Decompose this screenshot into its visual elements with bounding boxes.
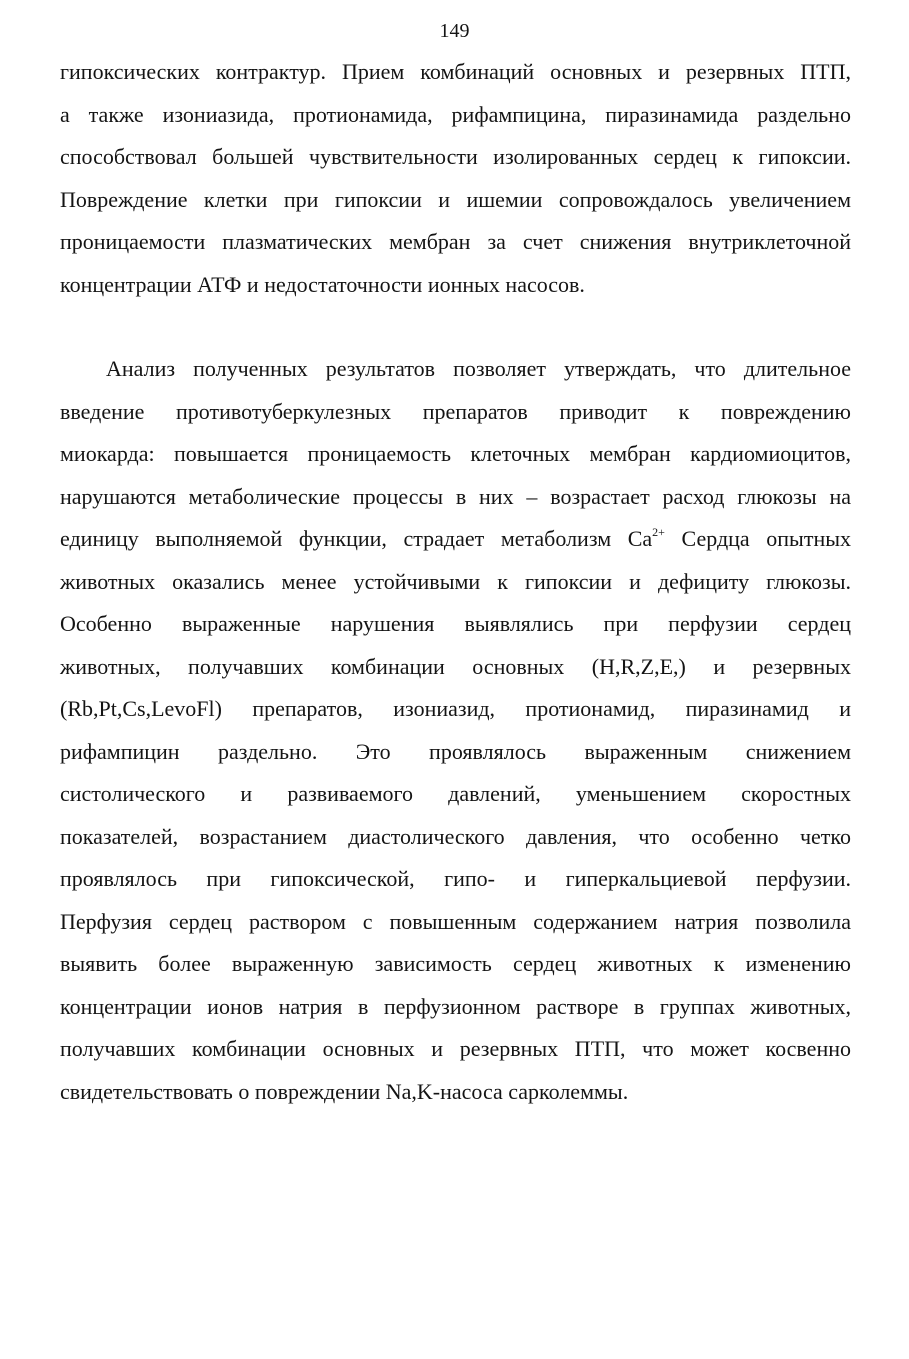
paragraph-2 xyxy=(60,348,851,1113)
text-line: Перфузия сердец раствором с повышенным содержанием натрия позволила xyxy=(60,908,851,934)
text-line: проявлялось при гипоксической, гипо- и гиперкальциевой перфузии. xyxy=(60,866,851,891)
paragraph-1 xyxy=(60,51,851,306)
text-line: свидетельствовать о повреждении Na,K-насоса сарколеммы. xyxy=(60,1078,629,1104)
text-line: концентрации АТФ и недостаточности ионных насосов. xyxy=(60,271,585,297)
text-line: Особенно выраженные нарушения выявлялись при перфузии сердец xyxy=(60,611,851,636)
text-line: (Rb,Pt,Cs,LevoFl) препаратов, изониазид, протионамид, пиразинамид и xyxy=(60,696,851,721)
text-line: проницаемости плазматических мембран за счет снижения внутриклеточной xyxy=(60,229,851,254)
text-line: животных оказались менее устойчивыми к гипоксии и дефициту глюкозы. xyxy=(60,568,851,594)
text-line: способствовал большей чувствительности изолированных сердец к гипоксии. xyxy=(60,144,851,169)
text-line: введение противотуберкулезных препаратов приводит к повреждению xyxy=(60,398,851,424)
text-run: единицу выполняемой функции, страдает метаболизм Ca xyxy=(60,526,653,551)
text-run: Сердца опытных xyxy=(664,526,852,551)
superscript-charge: 2+ xyxy=(652,525,665,539)
text-line: систолического и развиваемого давлений, уменьшением скоростных xyxy=(60,781,851,806)
text-line: нарушаются метаболические процессы в них – возрастает расход глюкозы на xyxy=(60,483,851,509)
text-line: гипоксических контрактур. Прием комбинаций основных и резервных ПТП, xyxy=(60,59,851,84)
text-line: концентрации ионов натрия в перфузионном растворе в группах животных, xyxy=(60,993,851,1019)
text-line: животных, получавших комбинации основных (H,R,Z,E,) и резервных xyxy=(60,653,851,679)
page-number: 149 xyxy=(439,20,470,42)
text-line: получавших комбинации основных и резервных ПТП, что может косвенно xyxy=(60,1036,851,1061)
text-line: Анализ полученных результатов позволяет утверждать, что длительное xyxy=(106,356,851,381)
text-line: а также изониазида, протионамида, рифампицина, пиразинамида раздельно xyxy=(60,101,851,127)
text-line: показателей, возрастанием диастолического давления, что особенно четко xyxy=(60,823,851,849)
text-line: рифампицин раздельно. Это проявлялось выраженным снижением xyxy=(60,738,851,764)
text-line-calcium xyxy=(60,518,851,561)
text-line: выявить более выраженную зависимость сердец животных к изменению xyxy=(60,951,851,976)
text-line: Повреждение клетки при гипоксии и ишемии сопровождалось увеличением xyxy=(60,186,851,212)
text-line: миокарда: повышается проницаемость клеточных мембран кардиомиоцитов, xyxy=(60,441,851,466)
